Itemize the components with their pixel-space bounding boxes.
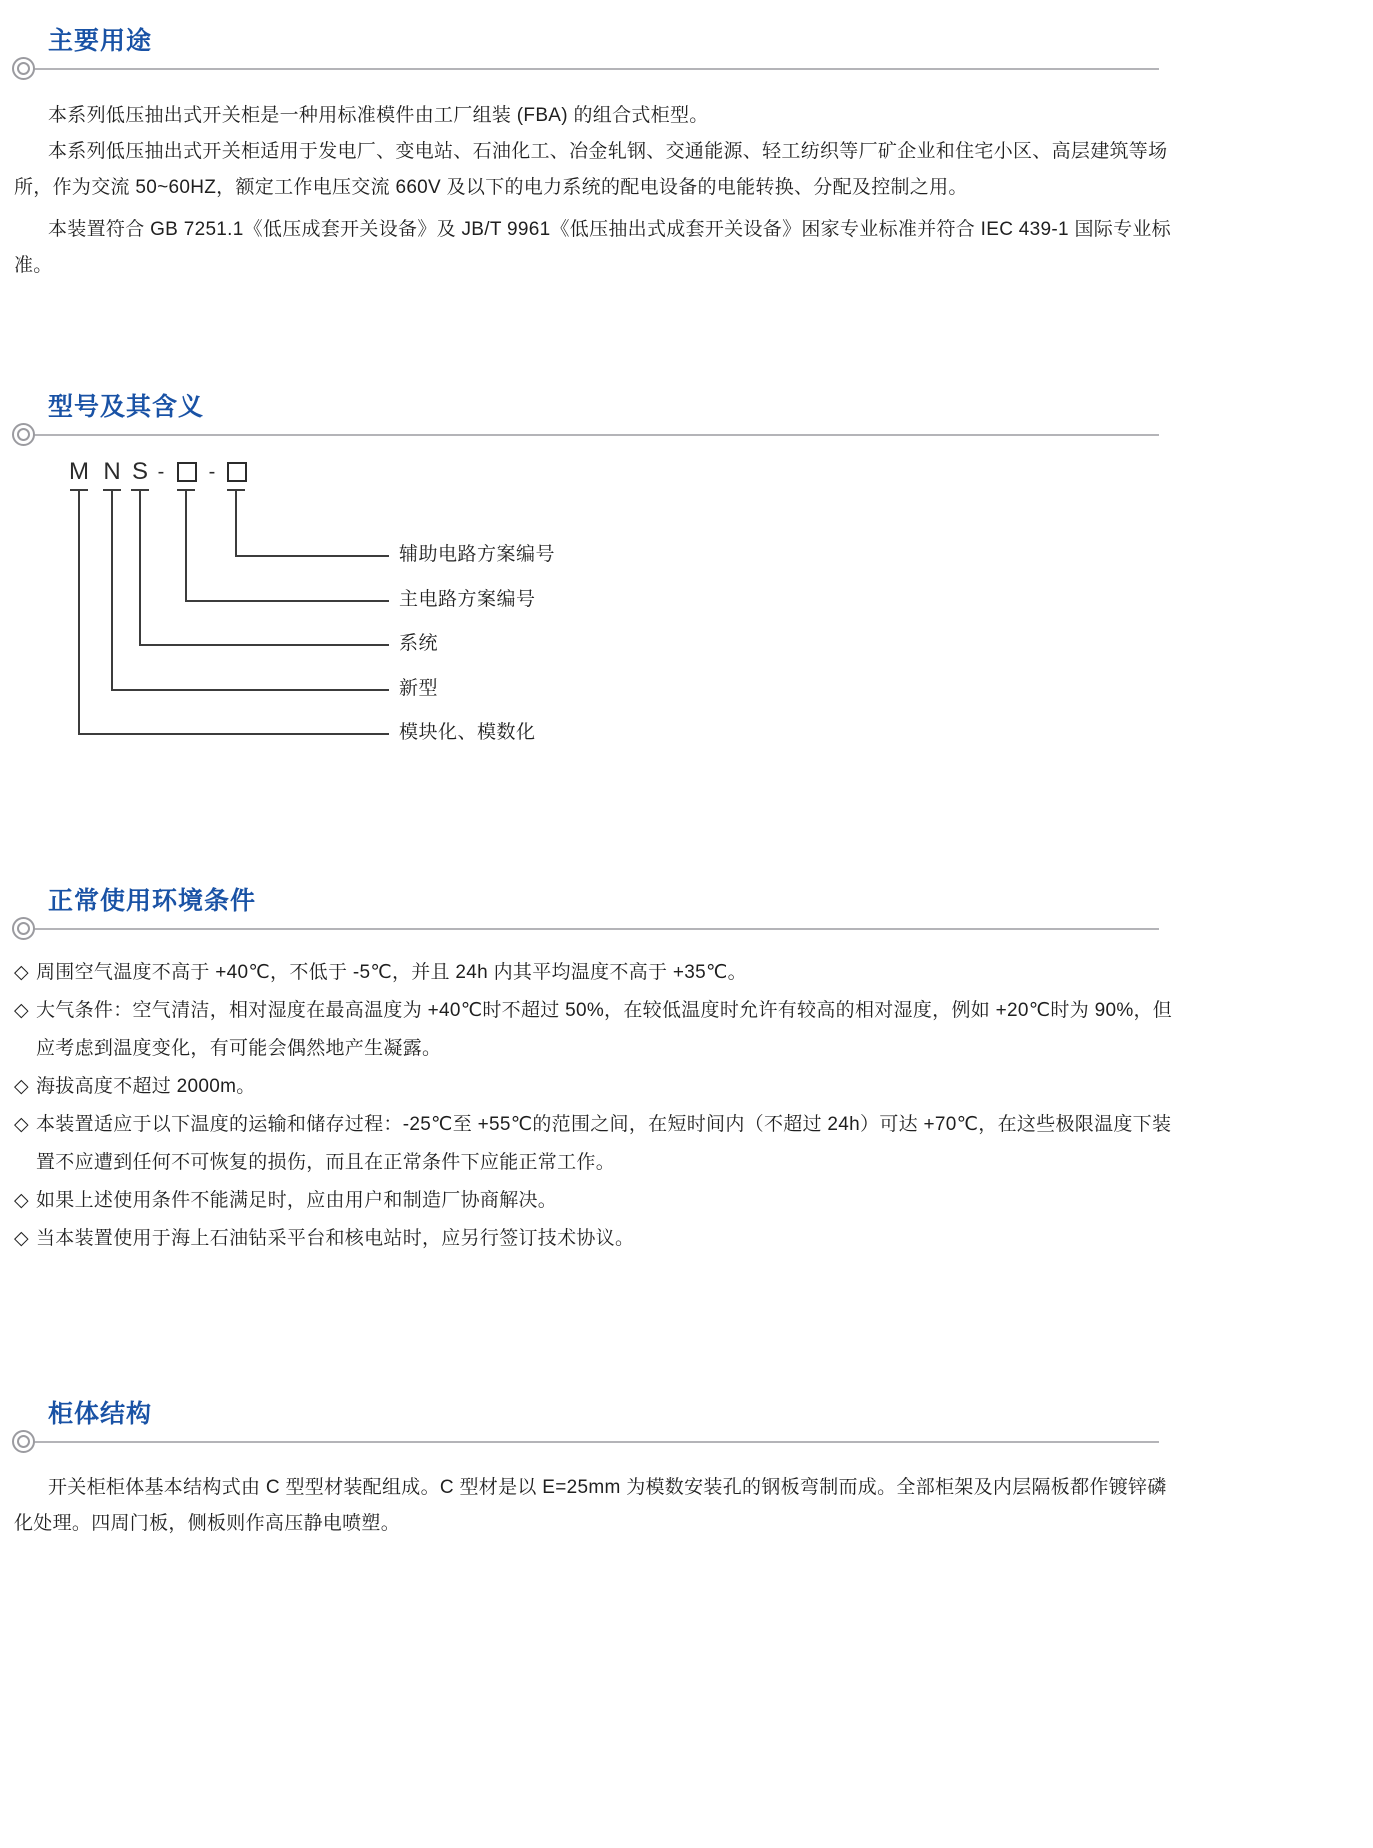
ring-inner-circle: [17, 62, 30, 75]
model-separator: -: [208, 461, 216, 483]
section-ring-icon: [12, 57, 35, 80]
section-title: 主要用途: [48, 27, 153, 55]
bullet-item: [14, 1220, 1174, 1258]
ring-inner-circle: [17, 1435, 30, 1448]
paragraph: 本系列低压抽出式开关柜适用于发电厂、变电站、石油化工、冶金轧钢、交通能源、轻工纺织等厂矿企业和住宅小区、高层建筑等场所，作为交流 50~60HZ，额定工作电压交流 660V 及以下的电力系统的配电设备的电能转换、分配及控制之用。: [14, 141, 1168, 198]
section-model-meaning: [14, 392, 1174, 769]
section-rule-line: [14, 928, 1159, 930]
bullet-text: 海拔高度不超过 2000m。: [36, 1076, 256, 1097]
model-letter-m: M: [69, 458, 89, 485]
model-placeholder-box-aux: [227, 462, 247, 482]
section-header: [14, 392, 1174, 436]
section-main-use: [14, 26, 1174, 284]
diamond-bullet-icon: ◇: [14, 1190, 29, 1211]
bullet-item: [14, 1106, 1174, 1182]
bullet-text: 当本装置使用于海上石油钻采平台和核电站时，应另行签订技术协议。: [36, 1228, 635, 1249]
section-title: 柜体结构: [48, 1400, 153, 1428]
section-rule-line: [14, 434, 1159, 436]
diagram-label-new-type: 新型: [399, 678, 439, 699]
connector-line-horizontal: [235, 555, 389, 557]
section-body: [14, 954, 1174, 1258]
model-placeholder-box-main: [177, 462, 197, 482]
section-body: [14, 98, 1174, 284]
section-header: [14, 886, 1174, 930]
connector-line-vertical: [185, 491, 187, 602]
model-code-diagram: [14, 457, 1174, 769]
section-header: [14, 1399, 1174, 1443]
connector-line-vertical: [78, 491, 80, 735]
section-ring-icon: [12, 423, 35, 446]
paragraph: 本装置符合 GB 7251.1《低压成套开关设备》及 JB/T 9961《低压抽出式成套开关设备》困家专业标准并符合 IEC 439-1 国际专业标准。: [14, 219, 1171, 276]
section-cabinet-structure: [14, 1399, 1174, 1542]
bullet-text: 周围空气温度不高于 +40℃，不低于 -5℃，并且 24h 内其平均温度不高于 +35℃。: [36, 962, 747, 983]
connector-line-vertical: [235, 491, 237, 557]
bullet-text: 如果上述使用条件不能满足时，应由用户和制造厂协商解决。: [36, 1190, 558, 1211]
section-rule-line: [14, 68, 1159, 70]
connector-line-horizontal: [78, 733, 389, 735]
bullet-item: [14, 992, 1174, 1068]
model-letter-n: N: [103, 458, 121, 485]
bullet-item: [14, 954, 1174, 992]
model-letter-s: S: [131, 458, 149, 485]
diagram-label-main-circuit: 主电路方案编号: [399, 589, 536, 610]
section-title: 正常使用环境条件: [48, 887, 257, 915]
connector-line-horizontal: [111, 689, 389, 691]
bullet-item: [14, 1068, 1174, 1106]
paragraph: 开关柜柜体基本结构式由 C 型型材装配组成。C 型材是以 E=25mm 为模数安装孔的钢板弯制而成。全部柜架及内层隔板都作镀锌磷化处理。四周门板，侧板则作高压静电喷塑。: [14, 1477, 1167, 1534]
section-title: 型号及其含义: [48, 393, 205, 421]
ring-inner-circle: [17, 428, 30, 441]
connector-line-vertical: [139, 491, 141, 646]
connector-line-horizontal: [185, 600, 389, 602]
diagram-label-aux-circuit: 辅助电路方案编号: [399, 544, 556, 565]
section-header: [14, 26, 1174, 70]
diagram-label-system: 系统: [399, 633, 439, 654]
connector-line-horizontal: [139, 644, 389, 646]
diamond-bullet-icon: ◇: [14, 962, 29, 983]
diamond-bullet-icon: ◇: [14, 1076, 29, 1097]
diamond-bullet-icon: ◇: [14, 1228, 29, 1249]
diamond-bullet-icon: ◇: [14, 1114, 29, 1135]
section-rule-line: [14, 1441, 1159, 1443]
section-environment-conditions: [14, 886, 1174, 1258]
section-body: [14, 1470, 1174, 1542]
model-separator: -: [157, 461, 165, 483]
diagram-label-modular: 模块化、模数化: [399, 722, 536, 743]
section-ring-icon: [12, 917, 35, 940]
diamond-bullet-icon: ◇: [14, 1000, 29, 1021]
ring-inner-circle: [17, 922, 30, 935]
bullet-item: [14, 1182, 1174, 1220]
bullet-text: 大气条件：空气清洁，相对湿度在最高温度为 +40℃时不超过 50%，在较低温度时允许有较高的相对湿度，例如 +20℃时为 90%，但应考虑到温度变化，有可能会偶然地产生凝露。: [36, 1000, 1173, 1059]
paragraph: 本系列低压抽出式开关柜是一种用标准模件由工厂组装 (FBA) 的组合式柜型。: [48, 105, 709, 126]
section-ring-icon: [12, 1430, 35, 1453]
connector-line-vertical: [111, 491, 113, 691]
bullet-text: 本装置适应于以下温度的运输和储存过程：-25℃至 +55℃的范围之间，在短时间内（不超过 24h）可达 +70℃，在这些极限温度下装置不应遭到任何不可恢复的损伤，而且在正常条件下应能正常工作。: [36, 1114, 1172, 1173]
